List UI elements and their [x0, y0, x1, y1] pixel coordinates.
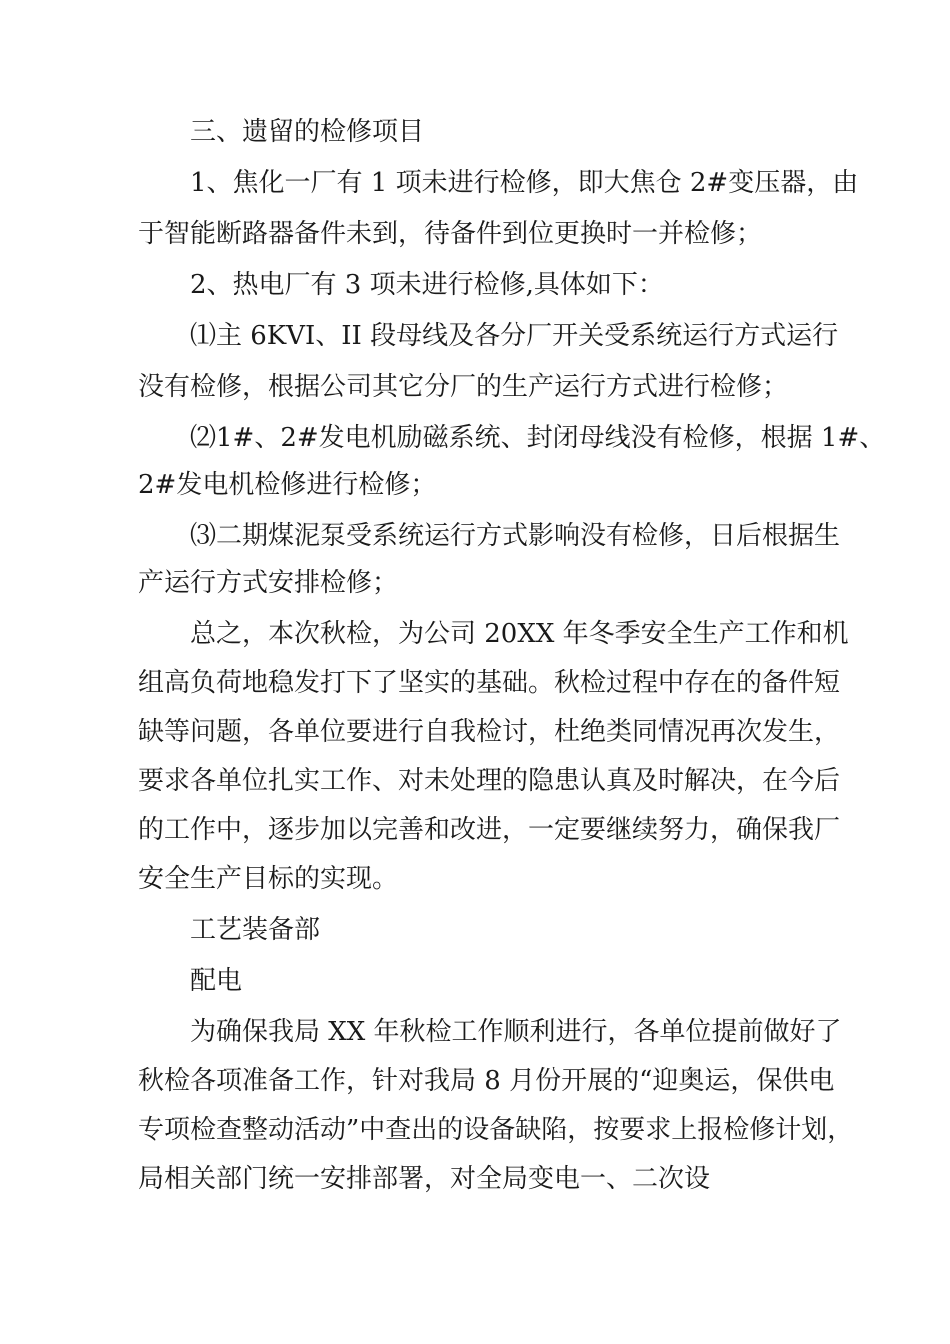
paragraph-line: 要求各单位扎实工作、对未处理的隐患认真及时解决，在今后 [138, 766, 841, 796]
paragraph-line: 为确保我局 XX 年秋检工作顺利进行，各单位提前做好了 [190, 1017, 842, 1047]
paragraph-line: 局相关部门统一安排部署，对全局变电一、二次设 [138, 1164, 711, 1194]
paragraph-line: 1、焦化一厂有 1 项未进行检修，即大焦仓 2#变压器，由 [190, 168, 859, 198]
paragraph-line: ⑵1#、2#发电机励磁系统、封闭母线没有检修，根据 1#、 [190, 423, 886, 453]
paragraph-line: 专项检查整动活动”中查出的设备缺陷，按要求上报检修计划， [138, 1115, 854, 1145]
paragraph-line: 产运行方式安排检修； [138, 568, 399, 598]
paragraph-line: ⑴主 6KVI、II 段母线及各分厂开关受系统运行方式运行 [190, 321, 839, 351]
paragraph-line: 2、热电厂有 3 项未进行检修,具体如下： [190, 270, 664, 300]
paragraph-line: 于智能断路器备件未到，待备件到位更换时一并检修； [138, 219, 763, 249]
paragraph-line: 秋检各项准备工作，针对我局 8 月份开展的“迎奥运，保供电 [138, 1066, 835, 1096]
paragraph-line: 2#发电机检修进行检修； [138, 470, 437, 500]
signature-department: 工艺装备部 [190, 915, 321, 945]
paragraph-line: ⑶二期煤泥泵受系统运行方式影响没有检修，日后根据生 [190, 521, 841, 551]
paragraph-line: 组高负荷地稳发打下了坚实的基础。秋检过程中存在的备件短 [138, 668, 841, 698]
paragraph-line: 的工作中，逐步加以完善和改进，一定要继续努力，确保我厂 [138, 815, 841, 845]
section-heading: 三、遗留的检修项目 [190, 117, 425, 147]
paragraph-line: 总之，本次秋检，为公司 20XX 年冬季安全生产工作和机 [190, 619, 849, 649]
paragraph-line: 没有检修，根据公司其它分厂的生产运行方式进行检修； [138, 372, 789, 402]
subheading: 配电 [190, 966, 243, 996]
paragraph-line: 缺等问题，各单位要进行自我检讨，杜绝类同情况再次发生， [138, 717, 841, 747]
paragraph-line: 安全生产目标的实现。 [138, 864, 399, 894]
